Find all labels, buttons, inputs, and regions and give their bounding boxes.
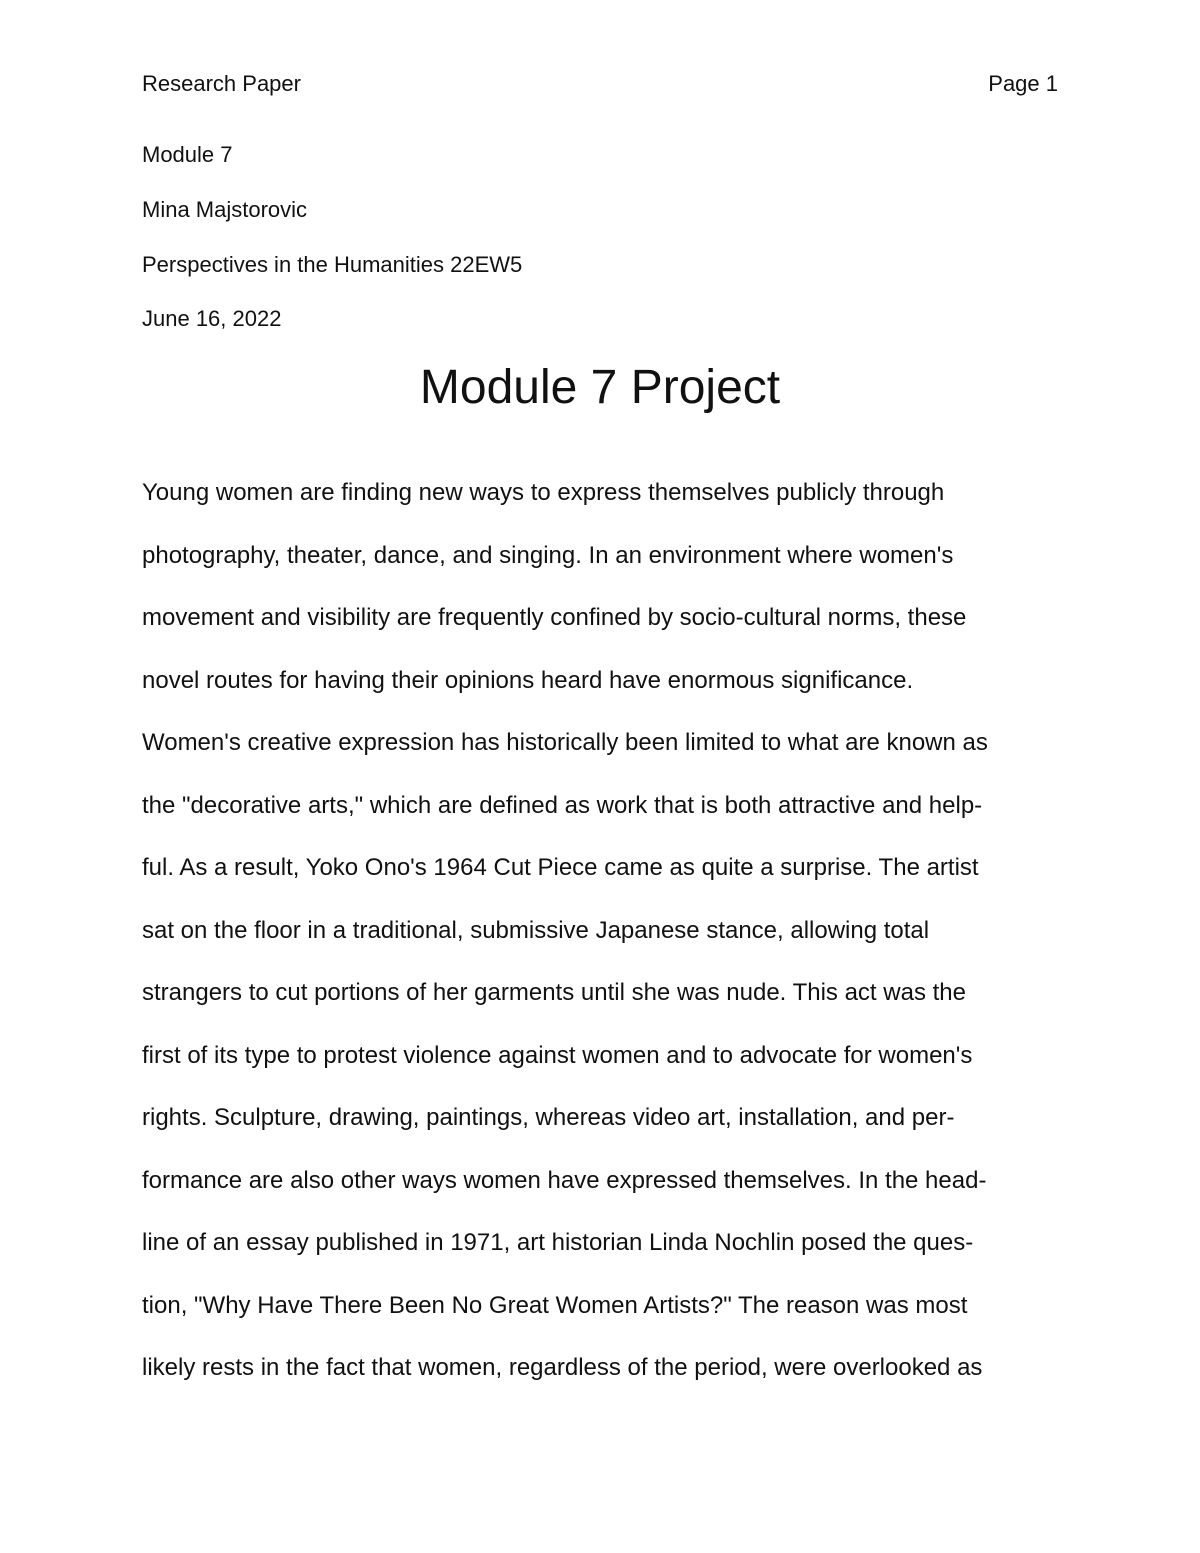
- body-line: strangers to cut portions of her garments until she was nude. This act was the: [142, 979, 966, 1006]
- module-label: Module 7: [142, 142, 233, 167]
- body-line: likely rests in the fact that women, regardless of the period, were overlooked as: [142, 1354, 983, 1381]
- body-line: photography, theater, dance, and singing. In an environment where women's: [142, 541, 954, 569]
- body-line: rights. Sculpture, drawing, paintings, whereas video art, installation, and per-: [142, 1104, 955, 1131]
- body-line: tion, "Why Have There Been No Great Women Artists?" The reason was most: [142, 1291, 968, 1319]
- body-line: formance are also other ways women have expressed themselves. In the head-: [142, 1166, 987, 1194]
- body-line: novel routes for having their opinions heard have enormous significance.: [142, 666, 914, 694]
- body-line: Women's creative expression has historically been limited to what are known as: [142, 729, 988, 756]
- author-name: Mina Majstorovic: [142, 197, 308, 222]
- document-date: June 16, 2022: [142, 306, 282, 331]
- body-line: movement and visibility are frequently confined by socio-cultural norms, these: [142, 604, 967, 631]
- body-line: Young women are finding new ways to express themselves publicly through: [142, 479, 945, 506]
- body-line: first of its type to protest violence against women and to advocate for women's: [142, 1041, 973, 1069]
- page-number: Page 1: [988, 71, 1058, 96]
- body-line: ful. As a result, Yoko Ono's 1964 Cut Piece came as quite a surprise. The artist: [142, 854, 979, 881]
- body-line: line of an essay published in 1971, art historian Linda Nochlin posed the ques-: [142, 1229, 974, 1256]
- body-line: sat on the floor in a traditional, submissive Japanese stance, allowing total: [142, 916, 930, 944]
- body-paragraph: [142, 477, 1062, 1415]
- course-name: Perspectives in the Humanities 22EW5: [142, 252, 523, 277]
- body-line: the "decorative arts," which are defined as work that is both attractive and help-: [142, 791, 983, 819]
- document-title: Module 7 Project: [419, 361, 781, 414]
- running-header-title: Research Paper: [142, 71, 301, 96]
